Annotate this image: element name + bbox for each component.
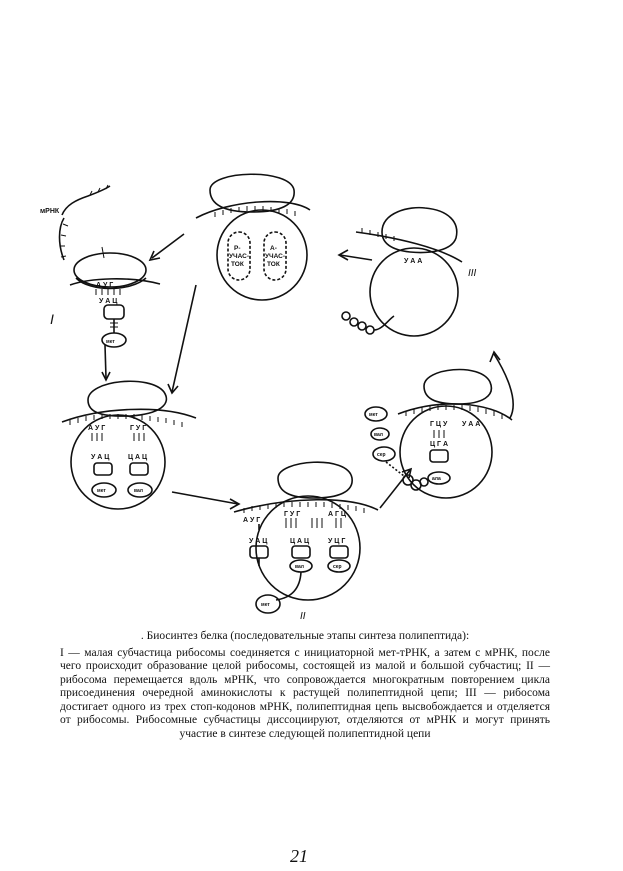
amino-acid-label: вал: [374, 432, 383, 438]
p-site-line: Р-: [234, 245, 241, 252]
a-site-label: [265, 245, 287, 268]
amino-acid-label: мет: [106, 339, 115, 345]
anticodon-label: Ц А Ц: [128, 454, 148, 461]
caption-title: . Биосинтез белка (последовательные этапы синтеза полипептида):: [140, 630, 470, 642]
stage-two-label: II: [300, 611, 306, 622]
a-site-line: ТОК: [267, 261, 280, 268]
amino-acid-label: мет: [369, 412, 378, 418]
a-site-line: УЧАС-: [265, 253, 286, 260]
amino-acid-label: вал: [134, 488, 143, 494]
mrna-label: мРНК: [40, 208, 60, 215]
anticodon-label: Ц Г А: [430, 441, 449, 448]
p-site-line: УЧАС-: [229, 253, 250, 260]
codon-label: А У Г: [88, 425, 106, 432]
codon-label: Г У Г: [284, 511, 301, 518]
codon-label: Г Ц У: [430, 421, 448, 428]
anticodon-label: У А Ц: [99, 298, 118, 305]
page-number: 21: [290, 846, 308, 866]
anticodon-label: У А Ц: [91, 454, 110, 461]
amino-acid-label: сер: [333, 564, 342, 570]
codon-label: А У Г: [96, 282, 114, 289]
stage-one-label: I: [50, 311, 54, 327]
stage-three-ribosome: [339, 208, 462, 336]
anticodon-label: Ц А Ц: [290, 538, 310, 545]
amino-acid-label: мет: [97, 488, 106, 494]
ribosome-sites: [168, 174, 310, 393]
amino-acid-label: сер: [377, 452, 386, 458]
caption-body: I — малая субчастица рибосомы соединяется с инициаторной мет-тРНК, а затем с мРНК, после чего происходит образование целой рибосомы, состоящей из малой и большой субчастиц; II — рибосома перемещается вдоль мРНК, что сопровождается многократным повторением цикла присоединения очередной аминокислоты к растущей полипептидной цепи; III — рибосома достигает одного из трех стоп-кодонов мРНК, полипептидная цепь высвобождается и отделяется от рибосомы. Рибосомные субчастицы диссоциируют, отделяются от мРНК и могут принять участие в синтезе следующей полипептидной цепи: [60, 646, 550, 740]
stage-two-ribosome-a: [62, 381, 239, 509]
codon-label: У А А: [462, 421, 481, 428]
anticodon-label: У А Ц: [249, 538, 268, 545]
amino-acid-label: вал: [295, 564, 304, 570]
p-site-label: [229, 245, 251, 268]
anticodon-label: У Ц Г: [328, 538, 346, 545]
stop-codon-label: У А А: [404, 258, 423, 265]
codon-label: А Г Ц: [328, 511, 347, 518]
p-site-line: ТОК: [231, 261, 244, 268]
codon-label: Г У Г: [130, 425, 147, 432]
amino-acid-label: ала: [432, 476, 441, 482]
amino-acid-label: мет: [261, 602, 270, 608]
stage-three-label: III: [468, 268, 477, 279]
codon-label: А У Г: [243, 517, 261, 524]
figure-caption: [60, 630, 550, 741]
stage-one-ribosome: [60, 185, 185, 380]
a-site-line: А-: [270, 245, 277, 252]
